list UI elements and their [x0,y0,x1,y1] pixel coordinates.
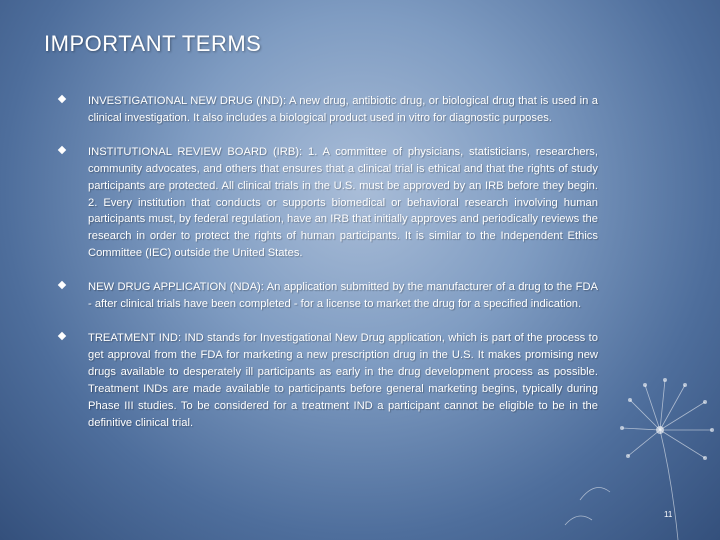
term-text: NEW DRUG APPLICATION (NDA): An application submitted by the manufacturer of a drug to the FDA - after clinical trials have been completed - for a license to market the drug for a specified indication. [88,281,598,311]
dandelion-icon [560,360,720,540]
list-item [58,330,598,431]
term-text: TREATMENT IND: IND stands for Investigational New Drug application, which is part of the process to get approval from the FDA for marketing a new prescription drug in the U.S. It makes promising new drugs available to desperately ill participants as early in the drug development process as possible. Treatment INDs are made available to participants before general marketing begins, typically during Phase III studies. To be considered for a treatment IND a participant cannot be eligible to be in the definitive clinical trial. [88,331,598,429]
bullet-diamond-icon [58,146,66,154]
bullet-list [58,93,598,431]
term-text: INVESTIGATIONAL NEW DRUG (IND): A new drug, antibiotic drug, or biological drug that is used in a clinical investigation. It also includes a biological product used in vitro for diagnostic purposes. [88,95,598,124]
bullet-diamond-icon [58,95,66,103]
page-number: 11 [664,510,673,519]
term-text: INSTITUTIONAL REVIEW BOARD (IRB): 1. A committee of physicians, statisticians, researchers, community advocates, and others that ensures that a clinical trial is ethical and that the rights of study participants are protected. All clinical trials in the U.S. must be approved by an IRB before they begin. 2. Every institution that conducts or supports biomedical or behavioral research involving human participants must, by federal regulation, have an IRB that initially approves and periodically reviews the research in order to protect the rights of human participants. It is similar to the Independent Ethics Committee (IEC) outside the United States. [88,145,598,260]
list-item [58,144,598,262]
list-item [58,93,598,127]
list-item [58,279,598,313]
bullet-diamond-icon [58,332,66,340]
slide-title: IMPORTANT TERMS [44,31,262,56]
bullet-diamond-icon [58,281,66,289]
